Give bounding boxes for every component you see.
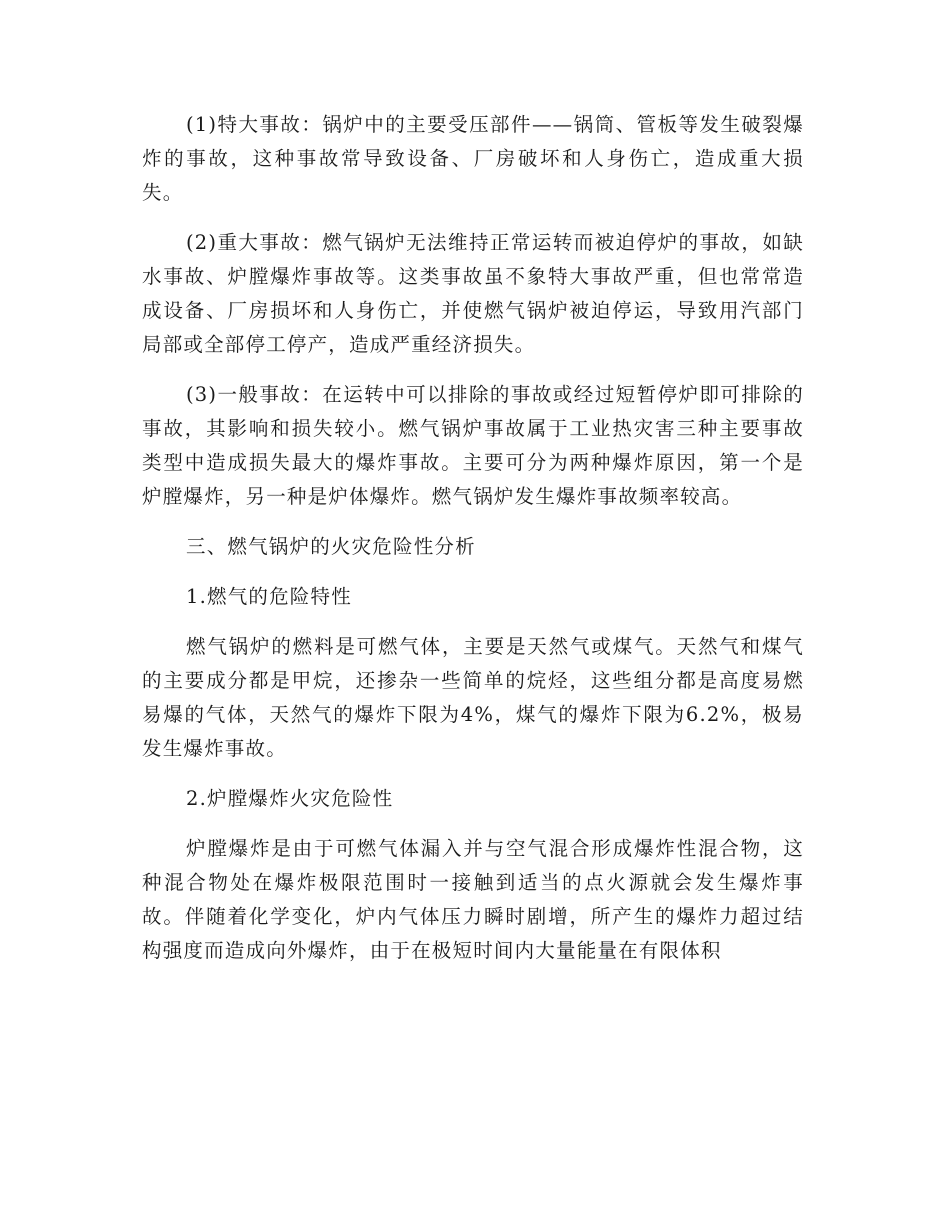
section-heading-fire-hazard: 三、燃气锅炉的火灾危险性分析: [186, 535, 476, 558]
document-page: [142, 108, 804, 984]
paragraph-general-accident: (3)一般事故：在运转中可以排除的事故或经过短暂停炉即可排除的事故，其影响和损失较小。燃气锅炉事故属于工业热灾害三种主要事故类型中造成损失最大的爆炸事故。主要可分为两种爆炸原因，第一个是炉膛爆炸，另一种是炉体爆炸。燃气锅炉发生爆炸事故频率较高。: [142, 383, 804, 508]
paragraph-gas-hazard: 燃气锅炉的燃料是可燃气体，主要是天然气或煤气。天然气和煤气的主要成分都是甲烷，还掺杂一些简单的烷烃，这些组分都是高度易燃易爆的气体，天然气的爆炸下限为4%，煤气的爆炸下限为6.2%，极易发生爆炸事故。: [142, 635, 804, 760]
paragraph-furnace-explosion: 炉膛爆炸是由于可燃气体漏入并与空气混合形成爆炸性混合物，这种混合物处在爆炸极限范围时一接触到适当的点火源就会发生爆炸事故。伴随着化学变化，炉内气体压力瞬时剧增，所产生的爆炸力超过结构强度而造成向外爆炸，由于在极短时间内大量能量在有限体积: [142, 837, 804, 962]
subheading-gas-hazard: 1.燃气的危险特性: [186, 585, 352, 608]
paragraph-major-accident: (1)特大事故：锅炉中的主要受压部件——锅筒、管板等发生破裂爆炸的事故，这种事故常导致设备、厂房破坏和人身伤亡，造成重大损失。: [142, 113, 804, 204]
paragraph-serious-accident: (2)重大事故：燃气锅炉无法维持正常运转而被迫停炉的事故，如缺水事故、炉膛爆炸事故等。这类事故虽不象特大事故严重，但也常常造成设备、厂房损坏和人身伤亡，并使燃气锅炉被迫停运，导致用汽部门局部或全部停工停产，造成严重经济损失。: [142, 231, 804, 356]
subheading-furnace-explosion: 2.炉膛爆炸火灾危险性: [186, 787, 394, 810]
